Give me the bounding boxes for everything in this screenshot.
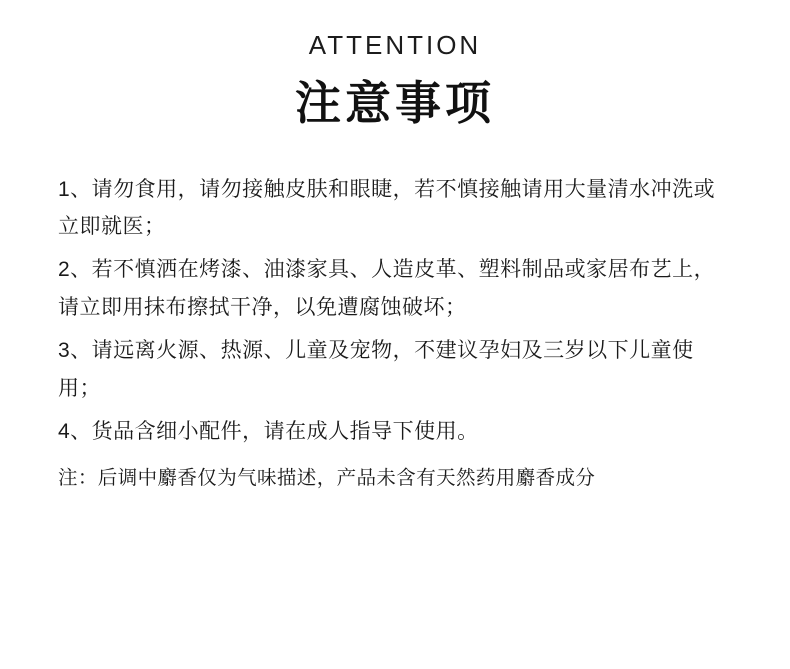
notice-item-3: 3、请远离火源、热源、儿童及宠物，不建议孕妇及三岁以下儿童使用；	[58, 339, 694, 400]
notice-item-4: 4、货品含细小配件，请在成人指导下使用。	[58, 419, 479, 443]
notice-footnote: 注：后调中麝香仅为气味描述，产品未含有天然药用麝香成分	[58, 467, 596, 490]
page-header	[0, 0, 790, 133]
page-title-chinese: 注意事项	[295, 77, 495, 130]
notice-item-1: 1、请勿食用，请勿接触皮肤和眼睫，若不慎接触请用大量清水冲洗或立即就医；	[58, 177, 716, 239]
notice-list	[0, 171, 790, 496]
page-title-english: ATTENTION	[308, 30, 482, 60]
notice-item-2: 2、若不慎洒在烤漆、油漆家具、人造皮革、塑料制品或家居布艺上，请立即用抹布擦拭干净，以免遭腐蚀破坏；	[58, 258, 716, 319]
